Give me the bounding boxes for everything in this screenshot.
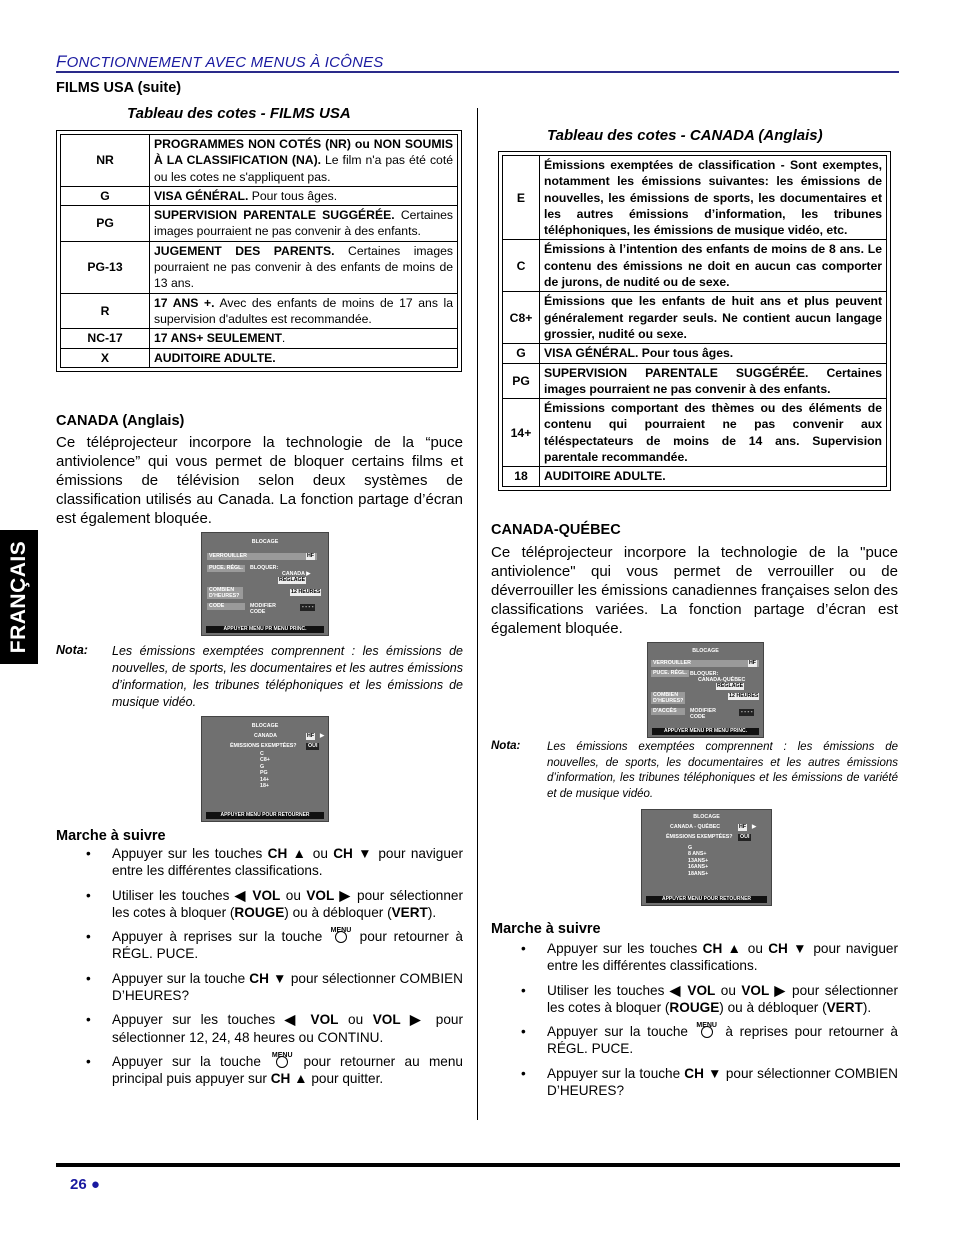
rating-code: 18: [503, 467, 540, 486]
screen-title: BLOCAGE: [251, 723, 279, 729]
key-label: VOL ▶: [741, 982, 787, 998]
rating-code: NC-17: [61, 329, 150, 348]
key-label: ◀ VOL: [234, 887, 281, 903]
code-value: - - - -: [741, 709, 753, 715]
step-text: à reprises pour retourner à RÉGL. PUCE.: [547, 1024, 898, 1057]
canada-rating-table: [498, 151, 891, 491]
rating-code: G: [61, 186, 150, 205]
rating-text: Certaines images pourraient ne pas convenir à des enfants de moins de 13 ans.: [154, 243, 453, 291]
films-table-title: Tableau des cotes - FILMS USA: [127, 105, 351, 122]
rating-code: C8+: [503, 292, 540, 344]
rating-list: [688, 845, 708, 877]
block-label: BLOQUER:: [690, 671, 719, 677]
block-value: CANADA-QUÉBEC: [698, 677, 746, 683]
rating-item: 18ANS+: [688, 870, 709, 877]
quebec-paragraph: Ce téléprojecteur incorpore la technologie de la "puce antiviolence" qui vous permet de verrouiller ou de déverrouiller les émissions canadiennes françaises selon des classifications variées. La fonction partage d’écran est également bloquée.: [491, 544, 898, 637]
step-text: pour sélectionner COMBIEN D’HEURES?: [547, 1065, 898, 1099]
menu-button-icon: [695, 1024, 719, 1038]
hours-row: COMBIEN D'HEURES?: [653, 692, 684, 704]
table-row: [61, 293, 458, 329]
exempt-label: ÉMISSIONS EXEMPTÉES?: [666, 834, 733, 840]
menu-button-icon: [270, 1051, 294, 1068]
step-item: [86, 845, 463, 880]
hours-value: 12 HEURES: [729, 693, 759, 699]
circle-icon: [701, 1026, 713, 1038]
language-tab: FRANÇAIS: [0, 530, 38, 664]
step-text: ) ou à débloquer (: [284, 904, 392, 920]
chip-settings-row: PUCE. RÉGL.: [209, 565, 243, 571]
step-item: [86, 887, 463, 922]
step-text: Appuyer à reprises sur la touche: [112, 929, 329, 945]
rating-description: Émissions comportant des thèmes ou des éléments de contenu qui pourraient ne pas convenir aux téléspectateurs de moins de 14 ans. Supervision parentale recommandée.: [540, 399, 887, 467]
code-row: CODE: [207, 603, 245, 610]
rating-code: PG: [503, 363, 540, 399]
quebec-exempt-screen: [641, 809, 772, 906]
step-text: pour sélectionner les cotes à bloquer (: [547, 982, 898, 1015]
rating-description: SUPERVISION PARENTALE SUGGÉRÉE. Certaines images pourraient ne pas convenir à des enfants.: [540, 363, 887, 399]
table-row: [503, 292, 887, 344]
rating-item: G: [688, 845, 693, 851]
rating-description: [150, 135, 458, 187]
key-label: VOL ▶: [306, 887, 352, 903]
rating-item: C: [260, 751, 264, 757]
table-row: [503, 344, 887, 363]
step-text: pour retourner au menu principal puis appuyer sur: [112, 1053, 463, 1087]
blocage-screen-canada: [201, 532, 329, 636]
step-text: ou: [338, 1012, 373, 1028]
page-number: 26 ●: [70, 1176, 100, 1193]
rating-text: Certaines images pourraient ne pas convenir à des enfants.: [154, 208, 453, 239]
key-label: ROUGE: [234, 904, 285, 920]
rating-description: [150, 186, 458, 205]
chip-settings-row: PUCE. RÉGL.: [653, 670, 687, 676]
rating-bold-text: SUPERVISION PARENTALE SUGGÉRÉE.: [154, 208, 395, 223]
step-text: pour sélectionner les cotes à bloquer (: [112, 887, 463, 920]
rating-code: 14+: [503, 399, 540, 467]
step-item: [86, 1051, 463, 1088]
step-text: ) ou à débloquer (: [719, 999, 827, 1015]
nota-label: Nota:: [56, 643, 88, 657]
rating-description: Émissions à l’intention des enfants de moins de 8 ans. Le contenu des émissions ne doit en aucun cas comporter de jurons, de nudité ou de sexe.: [540, 240, 887, 292]
nota-label-right: Nota:: [491, 740, 521, 752]
step-text: ).: [862, 999, 872, 1015]
screen-footer: APPUYER MENU PR MENU PRINC.: [206, 626, 324, 633]
exempt-value: OUI: [308, 743, 318, 749]
nota-text-right: Les émissions exemptées comprennent : les émissions de nouvelles, de sports, les documentaires et les autres émissions d’information, les tribunes téléphoniques et les émissions de variété et de musique vidéo.: [547, 741, 898, 801]
steps-list-right: [521, 940, 898, 1106]
rating-text: .: [281, 331, 286, 346]
bullet: •: [521, 1065, 526, 1081]
quebec-heading: CANADA-QUÉBEC: [491, 522, 621, 538]
step-text: Appuyer sur les touches: [112, 1012, 285, 1028]
rating-item: 8 ANS+: [688, 851, 707, 858]
step-item: [521, 1022, 898, 1058]
modify-code-label: MODIFIER CODE: [250, 603, 276, 615]
key-label: ◀ VOL: [669, 982, 716, 998]
step-item: [521, 1065, 898, 1100]
key-label: CH ▲: [267, 846, 308, 861]
rating-item: 14+: [260, 776, 269, 783]
table-row: [503, 399, 887, 467]
step-text: Appuyer sur les touches: [112, 846, 268, 861]
screen-footer: APPUYER MENU PR MENU PRINC.: [652, 728, 759, 735]
table-row: [61, 186, 458, 205]
table-row: [61, 329, 458, 348]
rating-list: [260, 751, 270, 789]
step-text: Appuyer sur la touche: [547, 1065, 685, 1081]
table-row: [503, 467, 887, 486]
block-value: CANADA ▶: [282, 571, 311, 577]
rating-item: 13ANS+: [688, 857, 709, 864]
films-heading: FILMS USA (suite): [56, 80, 182, 96]
rating-description: VISA GÉNÉRAL. Pour tous âges.: [540, 344, 887, 363]
hours-value: 12 HEURES: [291, 589, 321, 595]
step-text: ou: [742, 941, 769, 956]
bullet: •: [86, 887, 91, 903]
rating-code: NR: [61, 135, 150, 187]
screen-title: BLOCAGE: [693, 814, 720, 820]
column-divider: [477, 108, 478, 1120]
films-rating-table: [56, 130, 462, 372]
rating-item: 18+: [260, 783, 269, 790]
rating-item: 16ANS+: [688, 864, 709, 871]
lock-row: VERROUILLER HF: [207, 553, 317, 560]
step-text: ou: [307, 846, 334, 861]
setting-button: RÉGLAGE: [279, 577, 306, 583]
key-label: VERT: [826, 999, 863, 1015]
table-row: [61, 348, 458, 367]
bullet: •: [521, 982, 526, 998]
key-label: CH ▲: [270, 1071, 308, 1087]
rating-bold-text: JUGEMENT DES PARENTS.: [154, 243, 335, 258]
bullet: •: [86, 929, 91, 945]
section-header: FONCTIONNEMENT AVEC MENUS À ICÔNES: [56, 52, 384, 71]
header-rule: [56, 71, 899, 73]
canada-paragraph: Ce téléprojecteur incorpore la technologie de la “puce antiviolence” qui vous permet de bloquer certains films et émissions de télévision selon deux systèmes de classification utilisés au Canada. La fonction partage d’écran est également bloquée.: [56, 434, 463, 527]
step-text: pour naviguer entre les différentes classifications.: [547, 941, 898, 974]
canada-heading: CANADA (Anglais): [56, 413, 185, 429]
rating-description: [150, 329, 458, 348]
key-label: CH ▼: [684, 1065, 722, 1081]
arrow-right-icon: ▶: [320, 733, 325, 739]
circle-icon: [335, 931, 347, 943]
step-text: Utiliser les touches: [112, 887, 235, 903]
hours-row: COMBIEN D'HEURES?: [207, 587, 243, 599]
table-row: [61, 135, 458, 187]
menu-button-icon: [329, 929, 353, 943]
rating-description: Émissions exemptées de classification - Sont exemptes, notamment les émissions suivantes: les émissions de nouvelles, les émissions de sports, les documentaires et les autres émissions d’information, les tribunes téléphoniques, les émissions de musique vidéo, etc.: [540, 156, 887, 240]
rating-code: C: [503, 240, 540, 292]
menu-icon-label: MENU: [330, 927, 352, 935]
rating-text: Le film n'a pas été coté ou les cotes ne s'appliquent pas.: [154, 153, 453, 184]
table-row: [61, 206, 458, 242]
step-text: Appuyer sur les touches: [547, 941, 703, 956]
exempt-value: OUI: [740, 834, 750, 840]
circle-icon: [276, 1056, 288, 1068]
rating-bold-text: 17 ANS +.: [154, 295, 215, 310]
menu-icon-label: MENU: [271, 1051, 293, 1059]
rating-code: G: [503, 344, 540, 363]
code-value: - - - -: [302, 604, 314, 610]
steps-list-left: [86, 845, 463, 1095]
canada-table-title: Tableau des cotes - CANADA (Anglais): [547, 127, 823, 144]
screen-footer: APPUYER MENU POUR RETOURNER: [206, 812, 324, 819]
step-item: [86, 970, 463, 1005]
key-label: CH ▲: [702, 941, 743, 956]
step-text: pour naviguer entre les différentes classifications.: [112, 846, 463, 879]
rating-bold-text: AUDITOIRE ADULTE.: [154, 350, 276, 365]
rating-item: G: [260, 763, 265, 770]
steps-heading-right: Marche à suivre: [491, 921, 601, 937]
screen-title: BLOCAGE: [692, 648, 719, 654]
rating-item: PG: [260, 770, 268, 777]
rating-description: [150, 293, 458, 329]
table-row: [503, 363, 887, 399]
step-item: [86, 1011, 463, 1046]
table-row: [503, 240, 887, 292]
key-label: VOL ▶: [372, 1012, 427, 1028]
exempt-label: ÉMISSIONS EXEMPTÉES?: [230, 743, 297, 749]
step-text: pour retourner à RÉGL. PUCE.: [112, 929, 463, 962]
step-text: Utiliser les touches: [547, 982, 670, 998]
bullet: •: [521, 1024, 526, 1040]
screen-title: BLOCAGE: [251, 539, 279, 545]
rating-text: Pour tous âges.: [248, 188, 338, 203]
footer-rule: [56, 1163, 900, 1167]
table-row: [503, 156, 887, 240]
lock-row: VERROUILLER HF: [651, 660, 759, 667]
blocage-screen-quebec: [647, 642, 764, 738]
step-text: ou: [280, 887, 307, 903]
step-text: Appuyer sur la touche: [112, 1053, 271, 1069]
screen-footer: APPUYER MENU POUR RETOURNER: [646, 896, 767, 903]
setting-button: RÉGLAGE: [717, 683, 744, 689]
step-text: ).: [427, 904, 437, 920]
step-text: pour sélectionner 12, 24, 48 heures ou CONTINU.: [112, 1012, 463, 1045]
bullet: •: [86, 1012, 91, 1028]
rating-bold-text: VISA GÉNÉRAL.: [154, 188, 249, 203]
steps-heading: Marche à suivre: [56, 828, 166, 844]
rating-code: E: [503, 156, 540, 240]
rating-description: [150, 348, 458, 367]
bullet: •: [86, 1053, 91, 1069]
bullet: •: [86, 970, 91, 986]
rating-description: [150, 241, 458, 293]
rating-code: R: [61, 293, 150, 329]
bullet: •: [521, 941, 526, 956]
bullet: •: [86, 846, 91, 861]
step-text: Appuyer sur la touche: [112, 970, 250, 986]
key-label: CH ▼: [249, 970, 287, 986]
screen-subtitle: CANADA: [254, 733, 277, 739]
key-label: ROUGE: [669, 999, 720, 1015]
rating-item: C8+: [260, 757, 270, 764]
subtitle-value: HF: [307, 733, 315, 739]
step-text: Appuyer sur la touche: [547, 1024, 695, 1040]
rating-bold-text: 17 ANS+ SEULEMENT: [154, 331, 282, 346]
canada-exempt-screen: [201, 716, 329, 822]
step-item: [521, 982, 898, 1017]
rating-text: Avec des enfants de moins de 17 ans la supervision d'adultes est recommandée.: [154, 295, 453, 326]
access-code-row: D'ACCÈS: [651, 708, 685, 715]
rating-description: [150, 206, 458, 242]
rating-code: X: [61, 348, 150, 367]
step-item: [86, 927, 463, 963]
rating-code: PG-13: [61, 241, 150, 293]
subtitle-value: HF: [739, 824, 747, 830]
rating-description: AUDITOIRE ADULTE.: [540, 467, 887, 486]
key-label: VERT: [391, 904, 428, 920]
step-text: pour sélectionner COMBIEN D’HEURES?: [112, 970, 463, 1004]
key-label: CH ▼: [768, 941, 809, 956]
arrow-right-icon: ▶: [752, 824, 757, 830]
key-label: ◀ VOL: [284, 1012, 339, 1028]
key-label: CH ▼: [333, 846, 374, 861]
rating-code: PG: [61, 206, 150, 242]
nota-text: Les émissions exemptées comprennent : les émissions de nouvelles, de sports, les documentaires et les autres émissions d’information, les tribunes téléphoniques et les émissions de musique vidéo.: [112, 644, 463, 709]
step-text: pour quitter.: [307, 1071, 384, 1087]
screen-subtitle: CANADA - QUÉBEC: [670, 824, 721, 830]
rating-description: Émissions que les enfants de huit ans et plus peuvent généralement regarder seuls. Ne contient aucun langage grossier, nudité ou sexe.: [540, 292, 887, 344]
menu-icon-label: MENU: [696, 1022, 717, 1030]
step-item: [521, 940, 898, 975]
step-text: ou: [715, 982, 742, 998]
modify-code-label: MODIFIER CODE: [690, 708, 716, 720]
rating-bold-text: PROGRAMMES NON COTÉS (NR) ou NON SOUMIS À LA CLASSIFICATION (NA).: [154, 137, 453, 168]
table-row: [61, 241, 458, 293]
block-label: BLOQUER:: [250, 565, 279, 571]
